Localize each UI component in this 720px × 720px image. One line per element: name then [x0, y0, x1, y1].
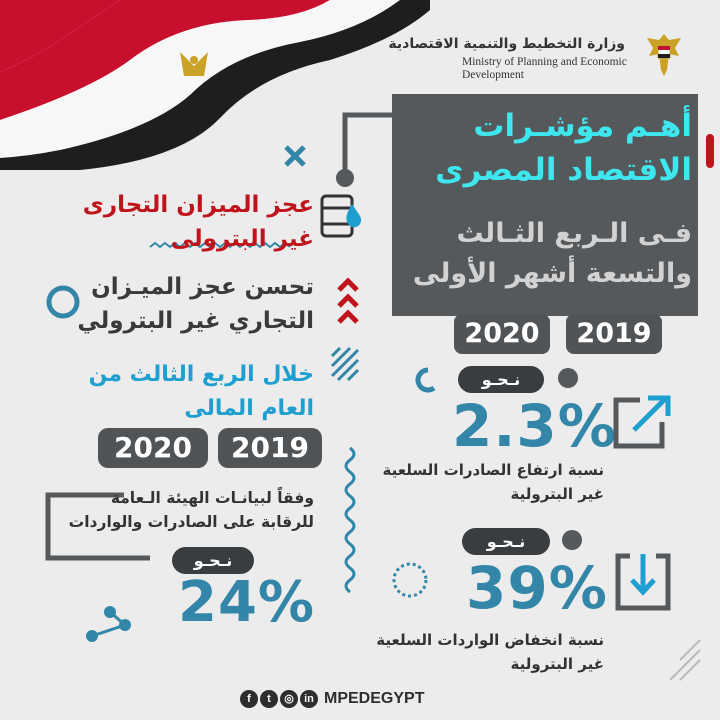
- exports-increase-value: 2.3%: [452, 392, 617, 460]
- linkedin-icon[interactable]: in: [300, 690, 318, 708]
- imports-description: نسبة انخفاض الواردات السلعية غير البترولية: [376, 631, 604, 673]
- increase-arrow-icon: [610, 394, 674, 452]
- left-year-badge-2020: 2020: [98, 428, 208, 468]
- year-badge-2020: 2020: [454, 314, 550, 354]
- instagram-icon[interactable]: ◎: [280, 690, 298, 708]
- twitter-icon[interactable]: t: [260, 690, 278, 708]
- title-line-1: أهـم مؤشـرات: [473, 108, 692, 144]
- imports-decrease-value: 39%: [466, 554, 608, 622]
- facebook-icon[interactable]: f: [240, 690, 258, 708]
- decrease-arrow-icon: [612, 550, 674, 614]
- approx-label: نـحـو: [172, 547, 254, 574]
- title-line-4: والتسعة أشهر الأولى: [412, 258, 692, 289]
- social-handle[interactable]: MPEDEGYPT: [324, 690, 425, 707]
- improvement-text: تحسن عجز الميـزان التجاري غير البترولي: [77, 274, 314, 334]
- title-line-3: فـى الـربع الثـالث: [456, 218, 692, 249]
- deficit-improvement-value: 24%: [178, 570, 316, 635]
- source-note: وفقاً لبيانـات الهيئة الـعامة للرقابة على الصادرات والواردات: [68, 489, 314, 531]
- left-year-badge-2019: 2019: [218, 428, 322, 468]
- chevrons-up-icon: [336, 276, 360, 328]
- title-line-2: الاقتصاد المصرى: [435, 152, 692, 188]
- approx-label-exports: نـحـو: [458, 366, 544, 393]
- oil-barrel-icon: [320, 190, 366, 240]
- ministry-name-english: Ministry of Planning and Economic Development: [462, 56, 627, 81]
- year-badge-2019: 2019: [566, 314, 662, 354]
- approx-label-imports: نـحـو: [462, 528, 550, 555]
- ministry-name-arabic: وزارة التخطيط والتنمية الاقتصادية: [388, 36, 625, 52]
- social-footer: [240, 688, 424, 710]
- section-heading: عجز الميزان التجارى غير البترولى: [82, 192, 314, 252]
- exports-description: نسبة ارتفاع الصادرات السلعية غير البترولية: [382, 461, 604, 503]
- period-text: خلال الربع الثالث من العام المالى: [88, 362, 314, 421]
- red-accent-bar: [706, 134, 714, 168]
